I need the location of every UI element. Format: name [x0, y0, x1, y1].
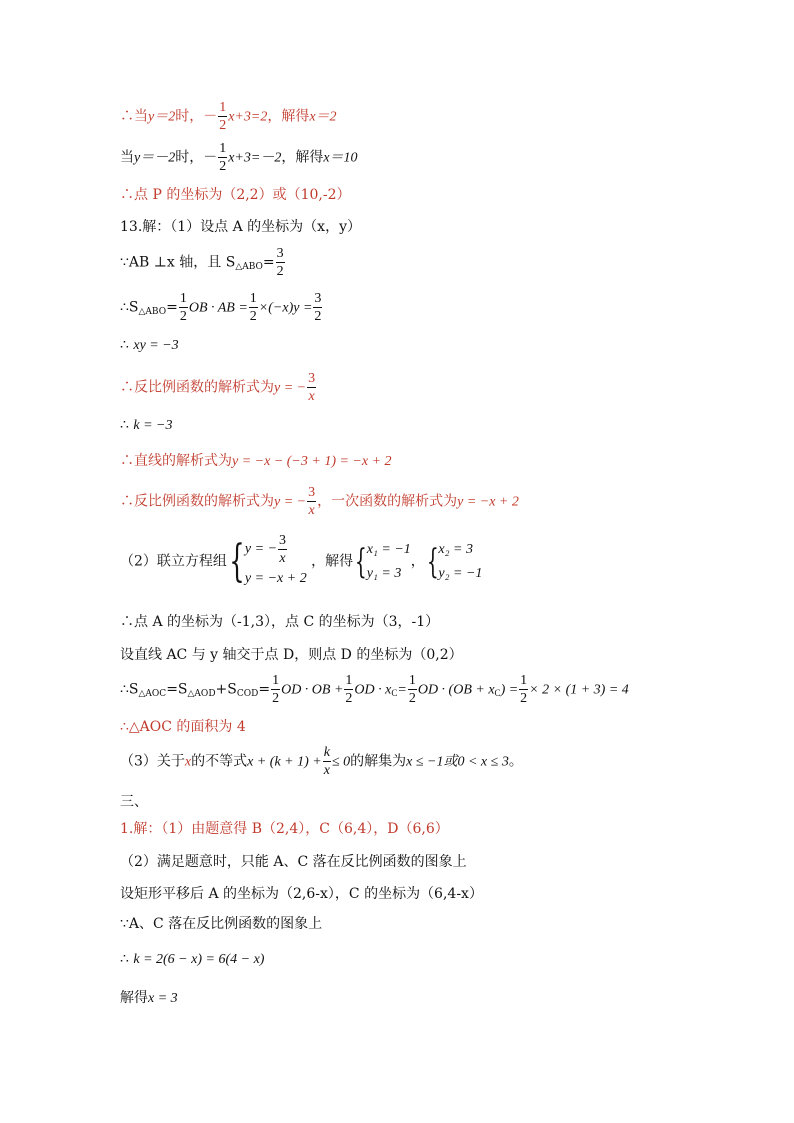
line-xy-product: ∴ xy = −3 [120, 337, 179, 353]
fraction: $\frac{k}{x}$ [323, 745, 330, 778]
line-k-value: ∴ k = −3 [120, 417, 173, 433]
line-problem-1-part-2: （2）满足题意时，只能 A、C 落在反比例函数的图象上 [120, 854, 467, 870]
fraction: $\frac{1}{2}$ [249, 291, 257, 324]
line-linear-function: ∴直线的解析式为y = −x − (−3 + 1) = −x + 2 [120, 453, 392, 469]
line-case-y-equals-neg2: 当y＝－2时，－ $\frac{1}{2}$ x+3=－2，解得x＝10 [120, 141, 358, 174]
line-final-answer: 解得x = 3 [120, 990, 178, 1006]
line-inequality: （3）关于x的不等式x + (k + 1) + $\frac{k}{x}$ ≤ 0的解集为x ≤ −1或0 < x ≤ 3。 [120, 745, 523, 778]
line-both-functions: ∴反比例函数的解析式为y = − $\frac{3}{x}$ ，一次函数的解析式为y = −x + 2 [120, 485, 519, 518]
line-inverse-function: ∴反比例函数的解析式为y = − $\frac{3}{x}$ [120, 371, 316, 404]
fraction: $\frac{1}{2}$ [219, 141, 227, 174]
line-point-d: 设直线 AC 与 y 轴交于点 D，则点 D 的坐标为（0,2） [120, 647, 463, 663]
line-area-aoc-calc: ∴S△AOC=S△AOD+SCOD= $\frac{1}{2}$ OD · OB + $\frac{1}{2}$ OD · xC= $\frac{1}{2}$ OD · (OB + xC) = $\frac{1}{2}$ × 2 × (1 + 3) = 4 [120, 673, 629, 706]
line-problem-13-intro: 13.解：（1）设点 A 的坐标为（x，y） [120, 219, 361, 235]
line-area-aoc-result: ∴△AOC 的面积为 4 [120, 719, 246, 735]
left-brace: { [355, 541, 367, 582]
fraction: $\frac{1}{2}$ [345, 673, 353, 706]
fraction: $\frac{1}{2}$ [520, 673, 528, 706]
line-area-formula: ∴S△ABO= $\frac{1}{2}$ OB · AB = $\frac{1}{2}$ ×(−x)y = $\frac{3}{2}$ [120, 291, 322, 324]
fraction: $\frac{3}{2}$ [276, 246, 284, 279]
line-translated-coords: 设矩形平移后 A 的坐标为（2,6-x），C 的坐标为（6,4-x） [120, 886, 483, 902]
fraction: $\frac{1}{2}$ [272, 673, 280, 706]
fraction: $\frac{3}{x}$ [308, 485, 316, 518]
line-point-p-coords: ∴点 P 的坐标为（2,2）或（10,-2） [120, 187, 351, 203]
line-on-graph: ∵A、C 落在反比例函数的图象上 [120, 916, 323, 932]
fraction: $\frac{3}{2}$ [314, 291, 322, 324]
fraction: $\frac{1}{2}$ [408, 673, 416, 706]
line-k-equation: ∴ k = 2(6 − x) = 6(4 − x) [120, 951, 265, 967]
fraction: $\frac{3}{x}$ [308, 371, 316, 404]
line-ab-perp-area: ∵AB ⊥x 轴，且 S△ABO= $\frac{3}{2}$ [120, 246, 284, 279]
line-case-y-equals-2: ∴当y＝2时，－ $\frac{1}{2}$ x+3=2，解得x＝2 [120, 100, 337, 133]
left-brace: { [229, 535, 245, 587]
fraction: $\frac{1}{2}$ [219, 100, 227, 133]
left-brace: { [426, 541, 439, 582]
line-system-of-equations: （2）联立方程组{ y = − $\frac{3}{x}$ y = −x + 2 ，解得{ x₁ = −1 y₁ = 3 ，{ x₂ = 3 y₂ = −1 [120, 532, 482, 591]
solution-set-1: x₁ = −1 y₁ = 3 [366, 541, 411, 581]
fraction: $\frac{1}{2}$ [179, 291, 187, 324]
equation-system: y = − $\frac{3}{x}$ y = −x + 2 [244, 533, 307, 586]
line-problem-1-part-1: 1.解：（1）由题意得 B（2,4），C（6,4），D（6,6） [120, 821, 449, 837]
solution-set-2: x₂ = 3 y₂ = −1 [438, 541, 483, 581]
line-points-a-c: ∴点 A 的坐标为（-1,3），点 C 的坐标为（3，-1） [120, 614, 440, 630]
section-three-heading: 三、 [120, 794, 148, 810]
fraction: $\frac{3}{x}$ [279, 533, 287, 566]
